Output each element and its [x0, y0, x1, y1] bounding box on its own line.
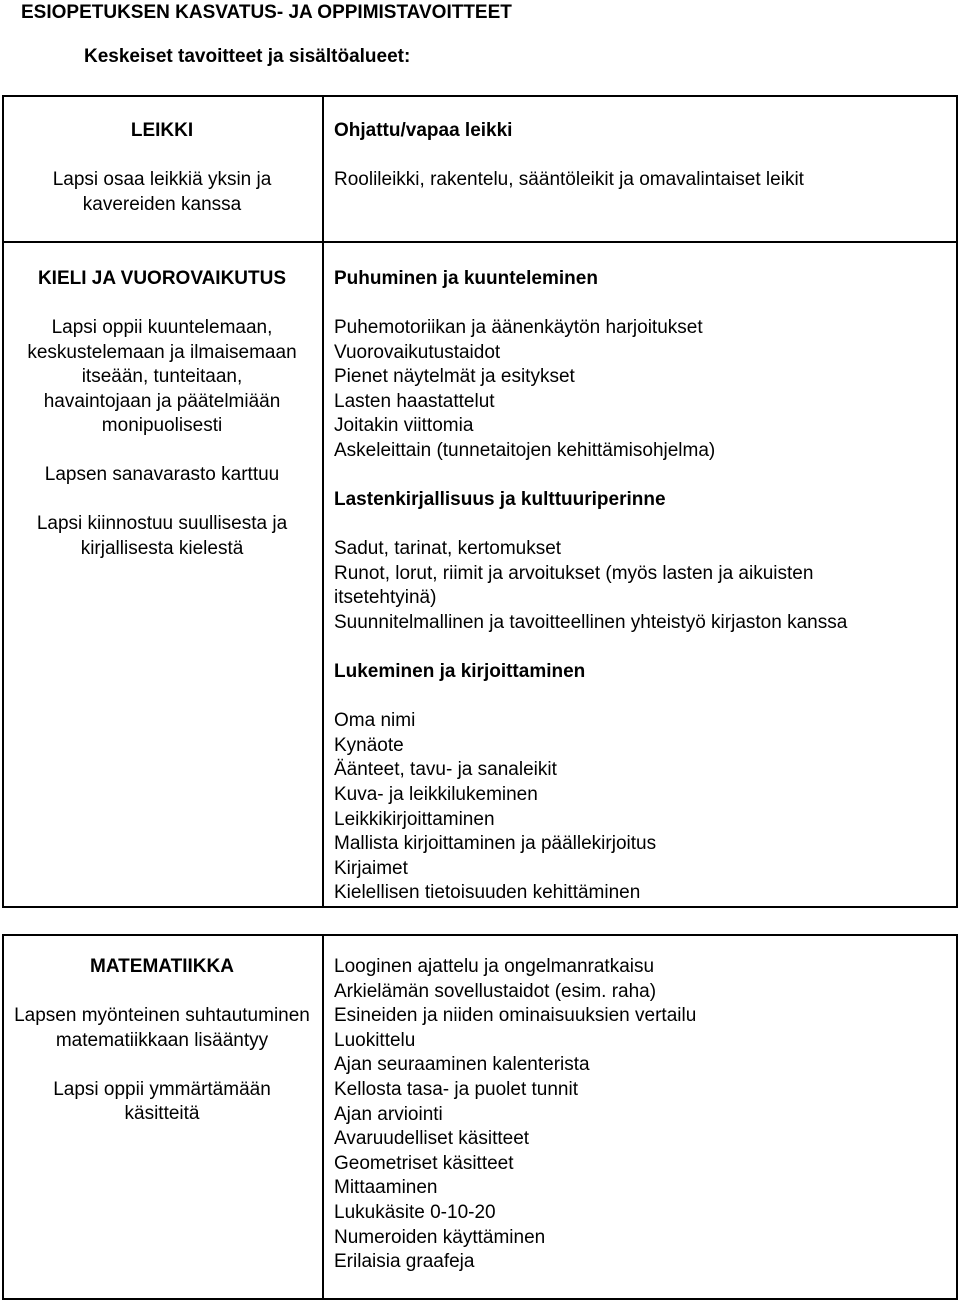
area-goal: Lapsi kiinnostuu suullisesta ja kirjallisesta kielestä: [36, 513, 288, 559]
list-item: Ajan seuraaminen kalenterista: [334, 1054, 590, 1076]
area-goal: Lapsi osaa leikkiä yksin ja kavereiden kanssa: [52, 169, 272, 215]
list-item: Kirjaimet: [334, 857, 408, 879]
list-item: Geometriset käsitteet: [334, 1152, 514, 1174]
area-cell-matematiikka: [2, 955, 322, 1127]
row-divider: [2, 934, 958, 936]
area-goal: Lapsen sanavarasto karttuu: [44, 464, 280, 485]
list-item: Roolileikki, rakentelu, sääntöleikit ja omavalintaiset leikit: [334, 169, 804, 191]
list-item: Esineiden ja niiden ominaisuuksien vertailu: [334, 1005, 697, 1027]
list-item: Mallista kirjoittaminen ja päällekirjoitus: [334, 833, 657, 855]
list-item: Pienet näytelmät ja esitykset: [334, 366, 575, 388]
list-item: Luokittelu: [334, 1029, 416, 1051]
table-top-border: [2, 95, 958, 97]
list-item: Puhemotoriikan ja äänenkäytön harjoitukset: [334, 317, 703, 339]
list-item: Kuva- ja leikkilukeminen: [334, 784, 538, 805]
section-heading: Lastenkirjallisuus ja kulttuuriperinne: [334, 489, 666, 511]
list-item: Leikkikirjoittaminen: [334, 808, 495, 830]
list-item: Lukukäsite 0-10-20: [334, 1201, 496, 1223]
column-divider: [322, 934, 324, 1299]
list-item: Kellosta tasa- ja puolet tunnit: [334, 1078, 578, 1100]
area-goal: Lapsi oppii kuuntelemaan, keskustelemaan ja ilmaisemaan itseään, tunteitaan, havaintojaan ja päätelmiään monipuolisesti: [27, 317, 297, 436]
section-heading: Puhuminen ja kuunteleminen: [334, 268, 598, 289]
list-item: Looginen ajattelu ja ongelmanratkaisu: [334, 956, 655, 977]
content-cell-leikki: [334, 119, 954, 193]
list-item: Avaruudelliset käsitteet: [334, 1128, 530, 1150]
list-item: Oma nimi: [334, 710, 416, 732]
list-item: Arkielämän sovellustaidot (esim. raha): [334, 980, 657, 1002]
row-divider: [2, 906, 958, 908]
area-goal: Lapsen myönteinen suhtautuminen matematiikkaan lisääntyy: [14, 1005, 310, 1051]
page-title: ESIOPETUKSEN KASVATUS- JA OPPIMISTAVOITTEET: [21, 2, 512, 23]
list-item: Erilaisia graafeja: [334, 1251, 475, 1273]
list-item: Lasten haastattelut: [334, 390, 495, 412]
list-item: Kielellisen tietoisuuden kehittäminen: [334, 882, 641, 904]
section-heading: Ohjattu/vapaa leikki: [334, 120, 513, 141]
list-item: Sadut, tarinat, kertomukset: [334, 538, 562, 560]
area-cell-leikki: [2, 119, 322, 217]
area-heading: LEIKKI: [130, 120, 194, 141]
table-right-border: [956, 95, 958, 907]
section-heading: Lukeminen ja kirjoittaminen: [334, 661, 586, 683]
content-cell-matematiikka: [334, 955, 954, 1275]
list-item: Äänteet, tavu- ja sanaleikit: [334, 759, 557, 781]
list-item: Kynäote: [334, 734, 404, 756]
table-right-border: [956, 934, 958, 1299]
list-item: Numeroiden käyttäminen: [334, 1226, 546, 1248]
area-heading: KIELI JA VUOROVAIKUTUS: [37, 268, 287, 289]
area-heading: MATEMATIIKKA: [90, 956, 234, 977]
column-divider: [322, 95, 324, 907]
area-cell-kieli: [2, 267, 322, 561]
page-subtitle: Keskeiset tavoitteet ja sisältöalueet:: [84, 46, 411, 67]
content-cell-kieli: [334, 267, 954, 906]
list-item: Suunnitelmallinen ja tavoitteellinen yhteistyö kirjaston kanssa: [334, 612, 848, 634]
list-item: Vuorovaikutustaidot: [334, 341, 501, 363]
table-bottom-border: [2, 1298, 958, 1300]
row-divider: [2, 241, 958, 243]
area-goal: Lapsi oppii ymmärtämään käsitteitä: [53, 1078, 271, 1124]
list-item: Joitakin viittomia: [334, 415, 474, 437]
list-item: Mittaaminen: [334, 1177, 438, 1199]
list-item: Ajan arviointi: [334, 1103, 443, 1125]
list-item: Askeleittain (tunnetaitojen kehittämisohjelma): [334, 440, 716, 462]
list-item: itsetehtyinä): [334, 587, 437, 609]
list-item: Runot, lorut, riimit ja arvoitukset (myös lasten ja aikuisten: [334, 562, 814, 584]
